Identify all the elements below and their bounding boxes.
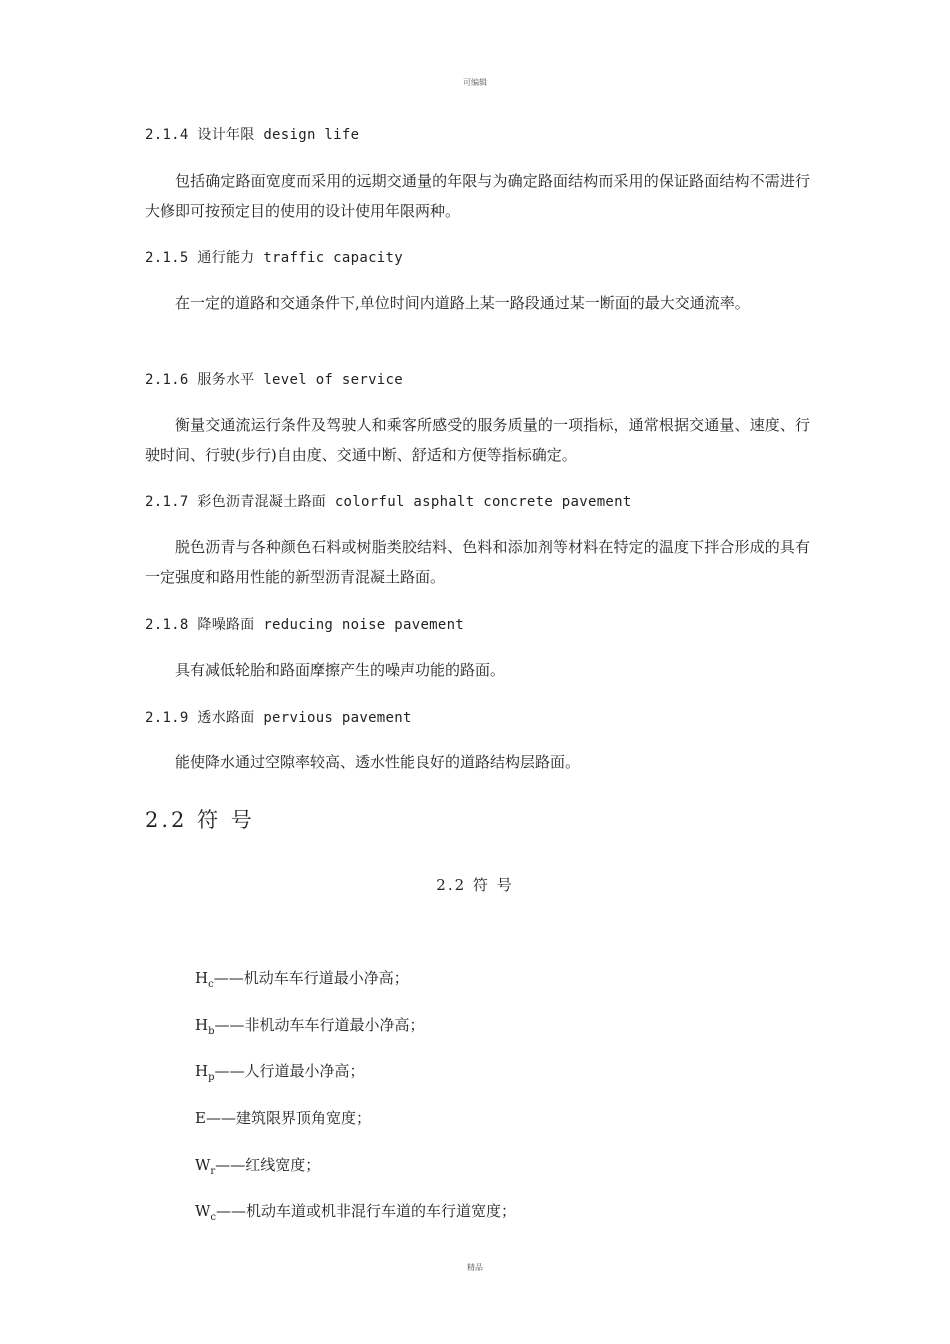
symbol-description: ——建筑限界顶角宽度； bbox=[205, 1109, 371, 1127]
term-heading bbox=[145, 491, 632, 511]
symbol-subscript: p bbox=[208, 1072, 215, 1083]
term-heading bbox=[145, 614, 464, 634]
term-english: level of service bbox=[263, 372, 403, 388]
term-english: traffic capacity bbox=[263, 250, 403, 266]
term-definition: 衡量交通流运行条件及驾驶人和乘客所感受的服务质量的一项指标，通常根据交通量、速度、行驶时间、行驶(步行)自由度、交通中断、舒适和方便等指标确定。 bbox=[145, 416, 810, 464]
term-number: 2.1.6 bbox=[145, 372, 189, 388]
term-heading bbox=[145, 124, 359, 144]
term-heading bbox=[145, 369, 403, 389]
term-chinese: 彩色沥青混凝土路面 bbox=[197, 494, 327, 510]
term-definition: 在一定的道路和交通条件下,单位时间内道路上某一路段通过某一断面的最大交通流率。 bbox=[175, 294, 750, 312]
term-chinese: 设计年限 bbox=[197, 127, 255, 143]
symbol-description: ——非机动车车行道最小净高； bbox=[214, 1016, 425, 1034]
symbol-item bbox=[195, 1060, 365, 1083]
section-title: 2.2 符 号 bbox=[145, 808, 255, 832]
symbol-description: ——机动车道或机非混行车道的车行道宽度； bbox=[216, 1202, 517, 1220]
term-chinese: 通行能力 bbox=[197, 250, 255, 266]
page-header: 可编辑 bbox=[463, 78, 487, 87]
symbol-base: W bbox=[195, 1202, 211, 1220]
symbol-base: H bbox=[195, 969, 209, 987]
term-chinese: 透水路面 bbox=[197, 710, 255, 726]
symbol-base: H bbox=[195, 1016, 209, 1034]
symbol-subscript: b bbox=[208, 1026, 215, 1037]
symbol-subscript: c bbox=[208, 979, 214, 990]
term-number: 2.1.9 bbox=[145, 710, 189, 726]
term-english: colorful asphalt concrete pavement bbox=[334, 494, 632, 510]
symbol-item bbox=[195, 1200, 516, 1223]
term-definition: 脱色沥青与各种颜色石料或树脂类胶结料、色料和添加剂等材料在特定的温度下拌合形成的具有一定强度和路用性能的新型沥青混凝土路面。 bbox=[145, 538, 810, 586]
term-heading bbox=[145, 707, 412, 727]
term-number: 2.1.7 bbox=[145, 494, 189, 510]
symbol-subscript: r bbox=[210, 1166, 216, 1177]
term-chinese: 服务水平 bbox=[197, 372, 255, 388]
symbol-base: H bbox=[195, 1062, 209, 1080]
symbol-subscript: c bbox=[210, 1212, 217, 1223]
symbol-item bbox=[195, 967, 409, 990]
symbol-description: ——机动车车行道最小净高； bbox=[213, 969, 409, 987]
term-chinese: 降噪路面 bbox=[197, 617, 255, 633]
symbol-item bbox=[195, 1107, 371, 1128]
symbol-item bbox=[195, 1014, 425, 1037]
term-number: 2.1.8 bbox=[145, 617, 189, 633]
term-english: pervious pavement bbox=[263, 710, 412, 726]
term-english: design life bbox=[263, 127, 360, 143]
section-title-centered: 2.2 符 号 bbox=[436, 876, 514, 894]
symbol-item bbox=[195, 1154, 320, 1177]
term-definition: 能使降水通过空隙率较高、透水性能良好的道路结构层路面。 bbox=[175, 753, 581, 771]
term-definition: 包括确定路面宽度而采用的远期交通量的年限与为确定路面结构而采用的保证路面结构不需进行大修即可按预定目的使用的设计使用年限两种。 bbox=[145, 172, 810, 220]
term-definition: 具有减低轮胎和路面摩擦产生的噪声功能的路面。 bbox=[175, 661, 506, 679]
symbol-base: W bbox=[195, 1156, 211, 1174]
symbol-description: ——红线宽度； bbox=[215, 1156, 321, 1174]
term-number: 2.1.5 bbox=[145, 250, 189, 266]
symbol-base: E bbox=[195, 1109, 206, 1127]
term-number: 2.1.4 bbox=[145, 127, 189, 143]
term-english: reducing noise pavement bbox=[263, 617, 465, 633]
term-heading bbox=[145, 247, 403, 267]
symbol-description: ——人行道最小净高； bbox=[214, 1062, 365, 1080]
page-footer: 精品 bbox=[467, 1263, 483, 1272]
